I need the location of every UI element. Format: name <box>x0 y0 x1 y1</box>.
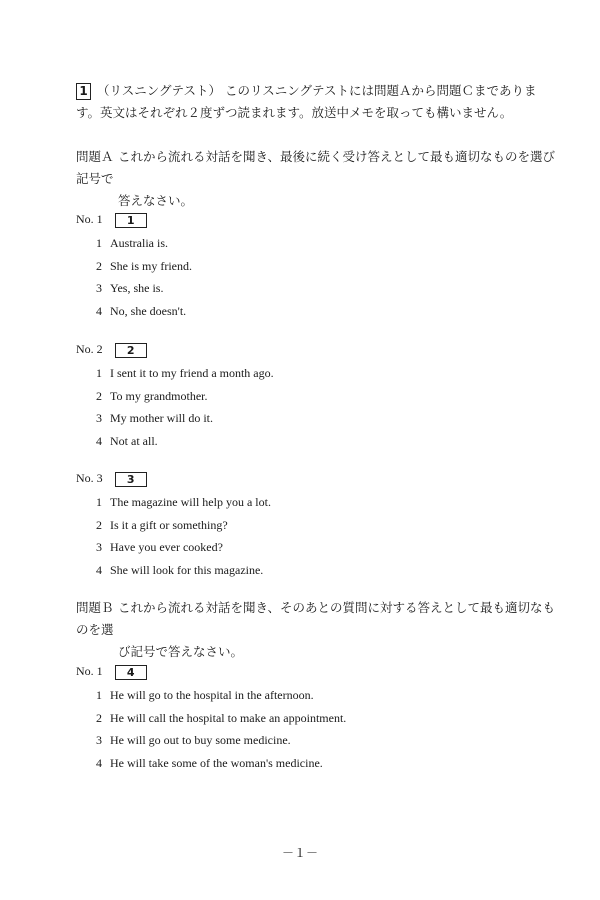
option-text: Have you ever cooked? <box>110 540 223 554</box>
intro-text: （リスニングテスト） このリスニングテストには問題Ａから問題Ｃまであります。英文はそれぞれ２度ずつ読まれます。放送中メモを取っても構いません。 <box>76 83 537 120</box>
option-text: He will go out to buy some medicine. <box>110 733 291 747</box>
section-b-label: 問題Ｂ <box>76 600 114 615</box>
option-number: 2 <box>96 710 102 725</box>
option-number: 1 <box>96 236 102 250</box>
option-item <box>96 493 271 516</box>
question-number: No. 3 <box>76 471 103 485</box>
option-item <box>96 686 346 709</box>
option-item <box>96 731 346 754</box>
answer-box: 2 <box>115 343 147 358</box>
option-item <box>96 709 346 732</box>
option-text: She will look for this magazine. <box>110 562 264 577</box>
option-text: Australia is. <box>110 236 168 250</box>
question-a1-options <box>96 234 192 324</box>
option-text: No, she doesn't. <box>110 303 187 318</box>
answer-box: 4 <box>115 665 147 680</box>
answer-box: 3 <box>115 472 147 487</box>
page-number: －１－ <box>281 846 318 860</box>
question-b1-options <box>96 686 346 776</box>
option-item <box>96 538 271 561</box>
question-number: No. 1 <box>76 664 103 678</box>
option-number: 4 <box>96 303 102 318</box>
option-number: 1 <box>96 495 102 509</box>
section-a-instructions <box>76 146 556 212</box>
option-text: Yes, she is. <box>110 281 164 295</box>
option-number: 3 <box>96 281 102 295</box>
option-item <box>96 302 192 325</box>
question-a2-header <box>76 340 147 358</box>
answer-box: 1 <box>115 213 147 228</box>
option-text: My mother will do it. <box>110 411 213 425</box>
option-text: He will go to the hospital in the afternoon. <box>110 688 314 702</box>
option-number: 1 <box>96 688 102 702</box>
option-text: I sent it to my friend a month ago. <box>110 366 274 380</box>
option-number: 3 <box>96 411 102 425</box>
section-a-label: 問題Ａ <box>76 149 114 164</box>
option-number: 2 <box>96 388 102 403</box>
option-number: 1 <box>96 366 102 380</box>
question-a3-options <box>96 493 271 583</box>
option-text: The magazine will help you a lot. <box>110 495 271 509</box>
section-b-line1: これから流れる対話を聞き、そのあとの質問に対する答えとして最も適切なものを選 <box>76 600 556 637</box>
option-number: 2 <box>96 517 102 532</box>
option-item <box>96 409 274 432</box>
option-item <box>96 364 274 387</box>
option-item <box>96 234 192 257</box>
question-b1-header <box>76 662 147 680</box>
question-a2-options <box>96 364 274 454</box>
option-number: 4 <box>96 755 102 770</box>
option-item <box>96 432 274 455</box>
section-b-line2: び記号で答えなさい。 <box>118 644 244 659</box>
section-b-instructions <box>76 597 556 663</box>
question-a1-header <box>76 210 147 228</box>
section-number-box: 1 <box>76 83 91 100</box>
option-number: 2 <box>96 258 102 273</box>
option-item <box>96 279 192 302</box>
question-a3-header <box>76 469 147 487</box>
option-item <box>96 754 346 777</box>
section-a-line1: これから流れる対話を聞き、最後に続く受け答えとして最も適切なものを選び記号で <box>76 149 556 186</box>
option-item <box>96 516 271 539</box>
option-text: He will take some of the woman's medicine. <box>110 755 323 770</box>
option-item <box>96 257 192 280</box>
question-number: No. 2 <box>76 342 103 356</box>
option-number: 3 <box>96 540 102 554</box>
option-text: He will call the hospital to make an appointment. <box>110 710 347 725</box>
option-text: She is my friend. <box>110 258 192 273</box>
option-number: 4 <box>96 433 102 448</box>
option-item <box>96 387 274 410</box>
option-item <box>96 561 271 584</box>
section-a-line2: 答えなさい。 <box>118 193 194 208</box>
option-text: Is it a gift or something? <box>110 517 228 532</box>
option-number: 4 <box>96 562 102 577</box>
option-text: Not at all. <box>110 433 158 448</box>
option-number: 3 <box>96 733 102 747</box>
intro-paragraph <box>76 80 556 124</box>
question-number: No. 1 <box>76 212 103 226</box>
option-text: To my grandmother. <box>110 388 208 403</box>
